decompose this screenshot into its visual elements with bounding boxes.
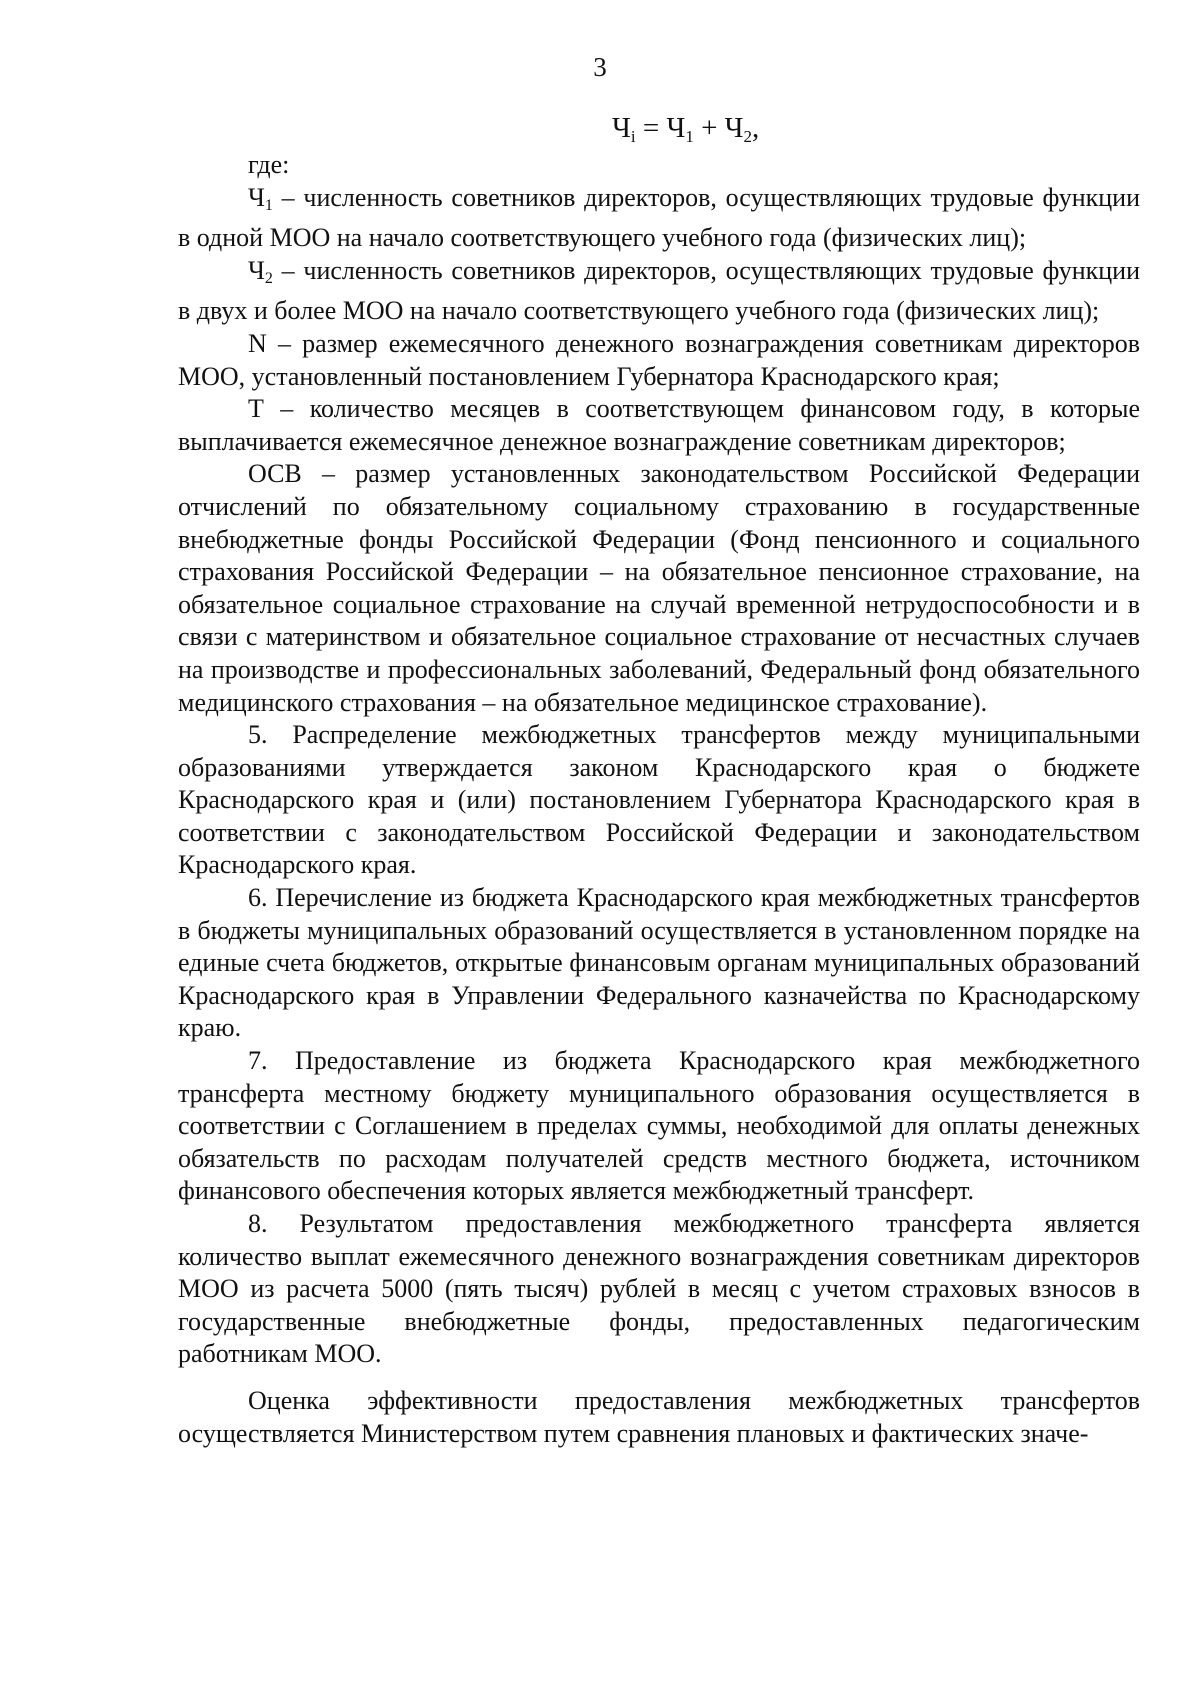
where-label [178,149,1140,182]
page-number: 3 [593,52,607,82]
definition-n: N – размер ежемесячного денежного вознаграждения советникам директоров МОО, установленный постановлением Губернатора Краснодарского края; [178,328,1140,391]
definition-ch2 [178,255,1140,328]
definition-ch1 [178,182,1140,255]
ch1-subscript: 1 [264,196,273,214]
formula-term1-sub: 1 [685,127,694,146]
formula-lhs-sub: i [630,127,636,146]
ch2-subscript: 2 [264,269,273,287]
paragraph-7: 7. Предоставление из бюджета Краснодарского края межбюджетного трансферта местному бюджету муниципального образования осуществляется в соответствии с Соглашением в пределах суммы, необходимой для оплаты денежных обязательств по расходам получателей средств местного бюджета, источником финансового обеспечения которых является межбюджетный трансферт. [178,1046,1140,1206]
ch2-text: – численность советников директоров, осуществляющих трудовые функции в двух и более МОО на начало соответствующего учебного года (физических лиц); [178,255,1140,326]
formula-term1: Ч [666,112,686,144]
document-body [178,149,1140,1450]
formula-term2-sub: 2 [743,127,753,146]
definition-osv: ОСВ – размер установленных законодательством Российской Федерации отчислений по обязательному социальному страхованию в государственные внебюджетные фонды Российской Федерации (Фонд пенсионного и социального страхования Российской Федерации – на обязательное пенсионное страхование, на обязательное социальное страхование на случай временной нетрудоспособности и в связи с материнством и обязательное социальное страхование от несчастных случаев на производстве и профессиональных заболеваний, Федеральный фонд обязательного медицинского страхования – на обязательное медицинское страхование). [178,459,1140,717]
ch1-text: – численность советников директоров, осуществляющих трудовые функции в одной МОО на начало соответствующего учебного года (физических лиц); [178,182,1140,253]
paragraph-5: 5. Распределение межбюджетных трансфертов между муниципальными образованиями утверждается законом Краснодарского края о бюджете Краснодарского края и (или) постановлением Губернатора Краснодарского края в соответствии с законодательством Российской Федерации и законодательством Краснодарского края. [178,720,1140,880]
formula-lhs: Ч [612,112,631,144]
definition-t: Т – количество месяцев в соответствующем финансовом году, в которые выплачивается ежемесячное денежное вознаграждение советникам директоров; [178,394,1140,456]
formula-eq: = [635,112,667,144]
ch1-symbol: Ч [248,182,265,212]
ch2-symbol: Ч [248,255,265,285]
paragraph-8: 8. Результатом предоставления межбюджетного трансферта является количество выплат ежемесячного денежного вознаграждения советникам директоров МОО из расчета 5000 (пять тысяч) рублей в месяц с учетом страховых взносов в государственные внебюджетные фонды, предоставленных педагогическим работникам МОО. [178,1209,1140,1369]
where-label-text: где: [248,150,290,179]
formula-term2: Ч [724,112,744,144]
paragraph-6: 6. Перечисление из бюджета Краснодарского края межбюджетных трансфертов в бюджеты муниципальных образований осуществляется в установленном порядке на единые счета бюджетов, открытые финансовым органам муниципальных образований Краснодарского края в Управлении Федерального казначейства по Краснодарскому краю. [178,883,1140,1043]
formula-tail: , [752,112,760,144]
formula [612,112,759,147]
paragraph-evaluation: Оценка эффективности предоставления межбюджетных трансфертов осуществляется Министерством путем сравнения плановых и фактических значе- [178,1385,1140,1448]
formula-plus: + [693,112,725,144]
